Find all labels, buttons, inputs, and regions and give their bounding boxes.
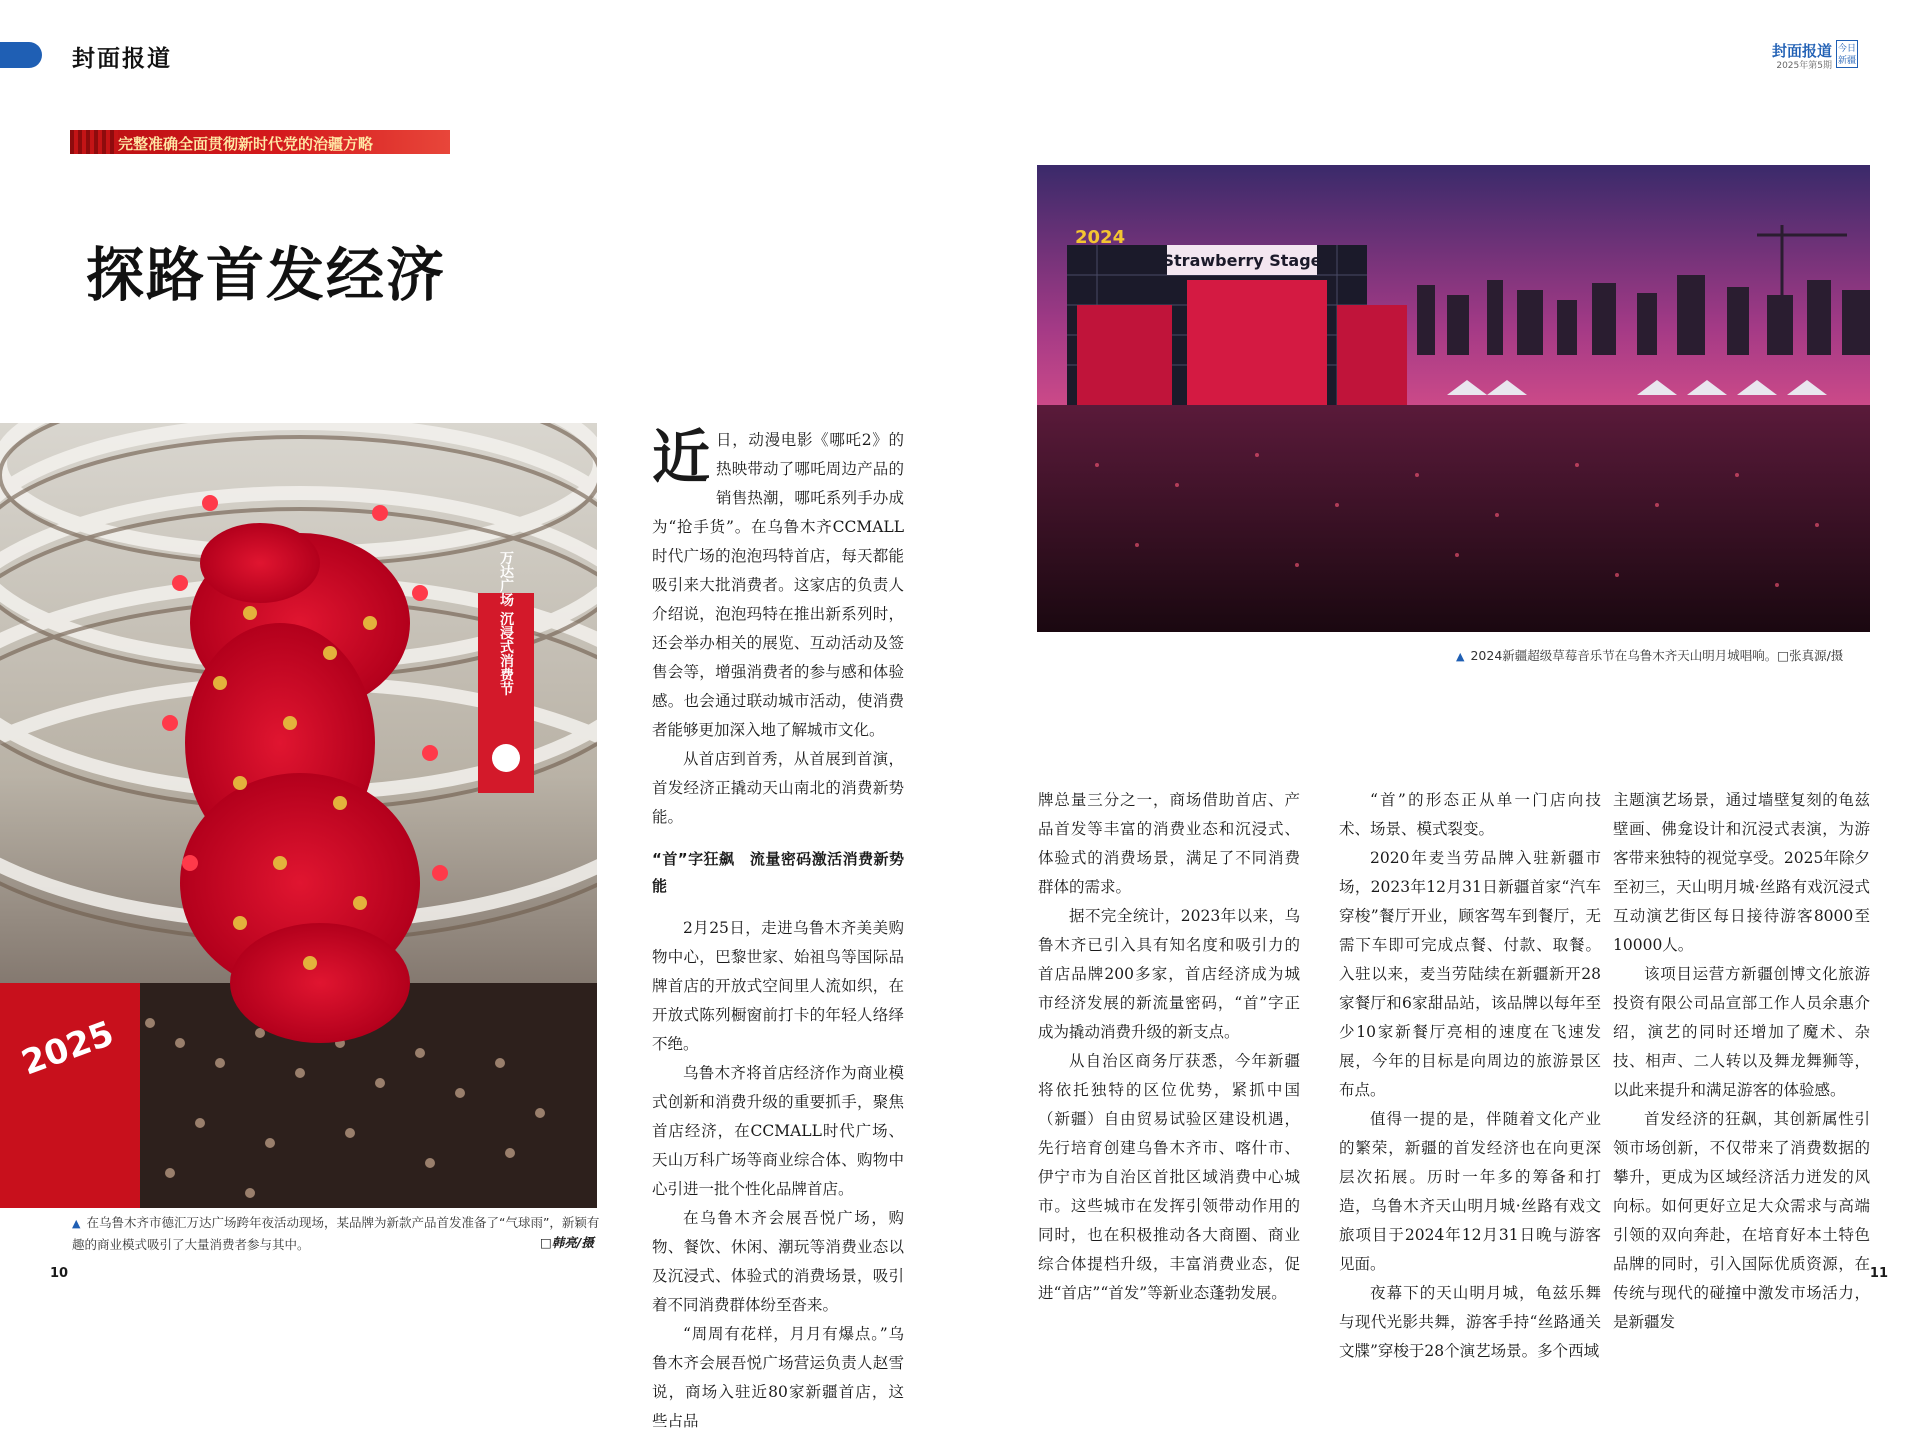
header-tab-marker — [0, 42, 42, 68]
paragraph: 夜幕下的天山明月城，龟兹乐舞与现代光影共舞，游客手持“丝路通关文牒”穿梭于28个演艺场景。多个西域 — [1339, 1284, 1601, 1360]
banner-text: 完整准确全面贯彻新时代党的治疆方略 — [118, 135, 374, 153]
text-column-2 — [1038, 786, 1300, 1308]
paragraph: 从自治区商务厅获悉，今年新疆将依托独特的区位优势，紧抓中国（新疆）自由贸易试验区建设机遇，先行培育创建乌鲁木齐市、喀什市、伊宁市为自治区首批区域消费中心城市。这些城市在发挥引领带动作用的同时，也在积极推动各大商圈、商业综合体提档升级，丰富消费业态，促进“首店”“首发”等新业态蓬勃发展。 — [1038, 1052, 1300, 1302]
paragraph: “周周有花样，月月有爆点。”乌鲁木齐会展吾悦广场营运负责人赵雪说，商场入驻近80家新疆首店，这些占品 — [652, 1325, 904, 1430]
paragraph: 乌鲁木齐将首店经济作为商业模式创新和消费升级的重要抓手，聚焦首店经济，在CCMALL时代广场、天山万科广场等商业综合体、购物中心引进一批个性化品牌首店。 — [652, 1064, 904, 1198]
stage-sign-text: Strawberry Stage — [1162, 251, 1322, 270]
paragraph-lead — [652, 423, 904, 745]
drop-cap: 近 — [652, 423, 711, 491]
stage-year-text: 2024 — [1075, 227, 1126, 248]
text-column-3 — [1339, 786, 1601, 1366]
paragraph: 首发经济的狂飙，其创新属性引领市场创新，不仅带来了消费数据的攀升，更成为区域经济活力迸发的风向标。如何更好立足大众需求与高端引领的双向奔赴，在培育好本土特色品牌的同时，引入国际优质资源，在传统与现代的碰撞中激发市场活力，是新疆发 — [1613, 1110, 1870, 1331]
paragraph: 主题演艺场景，通过墙壁复刻的龟兹壁画、佛龛设计和沉浸式表演，为游客带来独特的视觉享受。2025年除夕至初三，天山明月城·丝路有戏沉浸式互动演艺街区每日接待游客8000至10000人。 — [1613, 791, 1870, 954]
section-title: 封面报道 — [72, 46, 172, 72]
running-head-title: 封面报道 — [1771, 42, 1832, 60]
caption-triangle-icon: ▲ — [72, 1217, 81, 1230]
caption-left-text: 在乌鲁木齐市德汇万达广场跨年夜活动现场，某品牌为新款产品首发准备了“气球雨”，新颖有趣的商业模式吸引了大量消费者参与其中。 — [72, 1215, 600, 1252]
running-head-issue: 2025年第5期 — [1776, 61, 1832, 71]
paragraph: 牌总量三分之一，商场借助首店、产品首发等丰富的消费业态和沉浸式、体验式的消费场景，满足了不同消费群体的需求。 — [1038, 791, 1300, 896]
mall-banner-text: 万达广场 沉浸式消费节 — [498, 550, 514, 696]
paragraph: 该项目运营方新疆创博文化旅游投资有限公司品宣部工作人员余惠介绍，演艺的同时还增加了魔术、杂技、相声、二人转以及舞龙舞狮等，以此来提升和满足游客的体验感。 — [1613, 965, 1870, 1099]
paragraph: 值得一提的是，伴随着文化产业的繁荣，新疆的首发经济也在向更深层次拓展。历时一年多的筹备和打造，乌鲁木齐天山明月城·丝路有戏文旅项目于2024年12月31日晚与游客见面。 — [1339, 1110, 1601, 1273]
text-column-1 — [652, 423, 904, 1436]
page-number-left: 10 — [50, 1266, 69, 1281]
paragraph: 2月25日，走进乌鲁木齐美美购物中心，巴黎世家、始祖鸟等国际品牌首店的开放式空间里人流如织，在开放式陈列橱窗前打卡的年轻人络绎不绝。 — [652, 919, 904, 1053]
paragraph: 从首店到首秀，从首展到首演，首发经济正撬动天山南北的消费新势能。 — [652, 750, 904, 826]
paragraph-text: 日，动漫电影《哪吒2》的热映带动了哪吒周边产品的销售热潮，哪吒系列手办成为“抢手货”。在乌鲁木齐CCMALL时代广场的泡泡玛特首店，每天都能吸引来大批消费者。这家店的负责人介绍说，泡泡玛特在推出新系列时，还会举办相关的展览、互动活动及签售会等，增强消费者的参与感和体验感。也会通过联动城市活动，使消费者能够更加深入地了解城市文化。 — [652, 431, 904, 739]
paragraph: 2020年麦当劳品牌入驻新疆市场，2023年12月31日新疆首家“汽车穿梭”餐厅开业，顾客驾车到餐厅，无需下车即可完成点餐、付款、取餐。入驻以来，麦当劳陆续在新疆新开28家餐厅和6家甜品站，该品牌以每年至少10家新餐厅亮相的速度在飞速发展，今年的目标是向周边的旅游景区布点。 — [1339, 849, 1601, 1099]
svg-text:2025: 2025 — [16, 1013, 120, 1084]
paragraph: 在乌鲁木齐会展吾悦广场，购物、餐饮、休闲、潮玩等消费业态以及沉浸式、体验式的消费场景，吸引着不同消费群体纷至沓来。 — [652, 1209, 904, 1314]
photo-caption-left — [72, 1212, 602, 1255]
page-number-right: 11 — [1869, 1266, 1888, 1281]
photo-mall-balloons — [0, 423, 597, 1208]
photo-caption-right — [1456, 645, 1866, 667]
paragraph: 据不完全统计，2023年以来，乌鲁木齐已引入具有知名度和吸引力的首店品牌200多家，首店经济成为城市经济发展的新流量密码，“首”字正成为撬动消费升级的新支点。 — [1038, 907, 1300, 1041]
photo-music-festival — [1037, 165, 1870, 632]
text-column-4 — [1613, 786, 1870, 1337]
caption-right-text: 2024新疆超级草莓音乐节在乌鲁木齐天山明月城唱响。□张真源/摄 — [1470, 648, 1844, 663]
magazine-logo: 今日新疆 — [1836, 40, 1858, 68]
section-subhead: “首”字狂飙 流量密码激活消费新势能 — [652, 850, 904, 895]
banner-decoration — [70, 130, 118, 154]
article-headline: 探路首发经济 — [86, 241, 447, 309]
caption-triangle-icon: ▲ — [1456, 650, 1465, 663]
photo-credit-left: □韩亮/摄 — [540, 1235, 594, 1250]
paragraph: “首”的形态正从单一门店向技术、场景、模式裂变。 — [1339, 791, 1601, 838]
